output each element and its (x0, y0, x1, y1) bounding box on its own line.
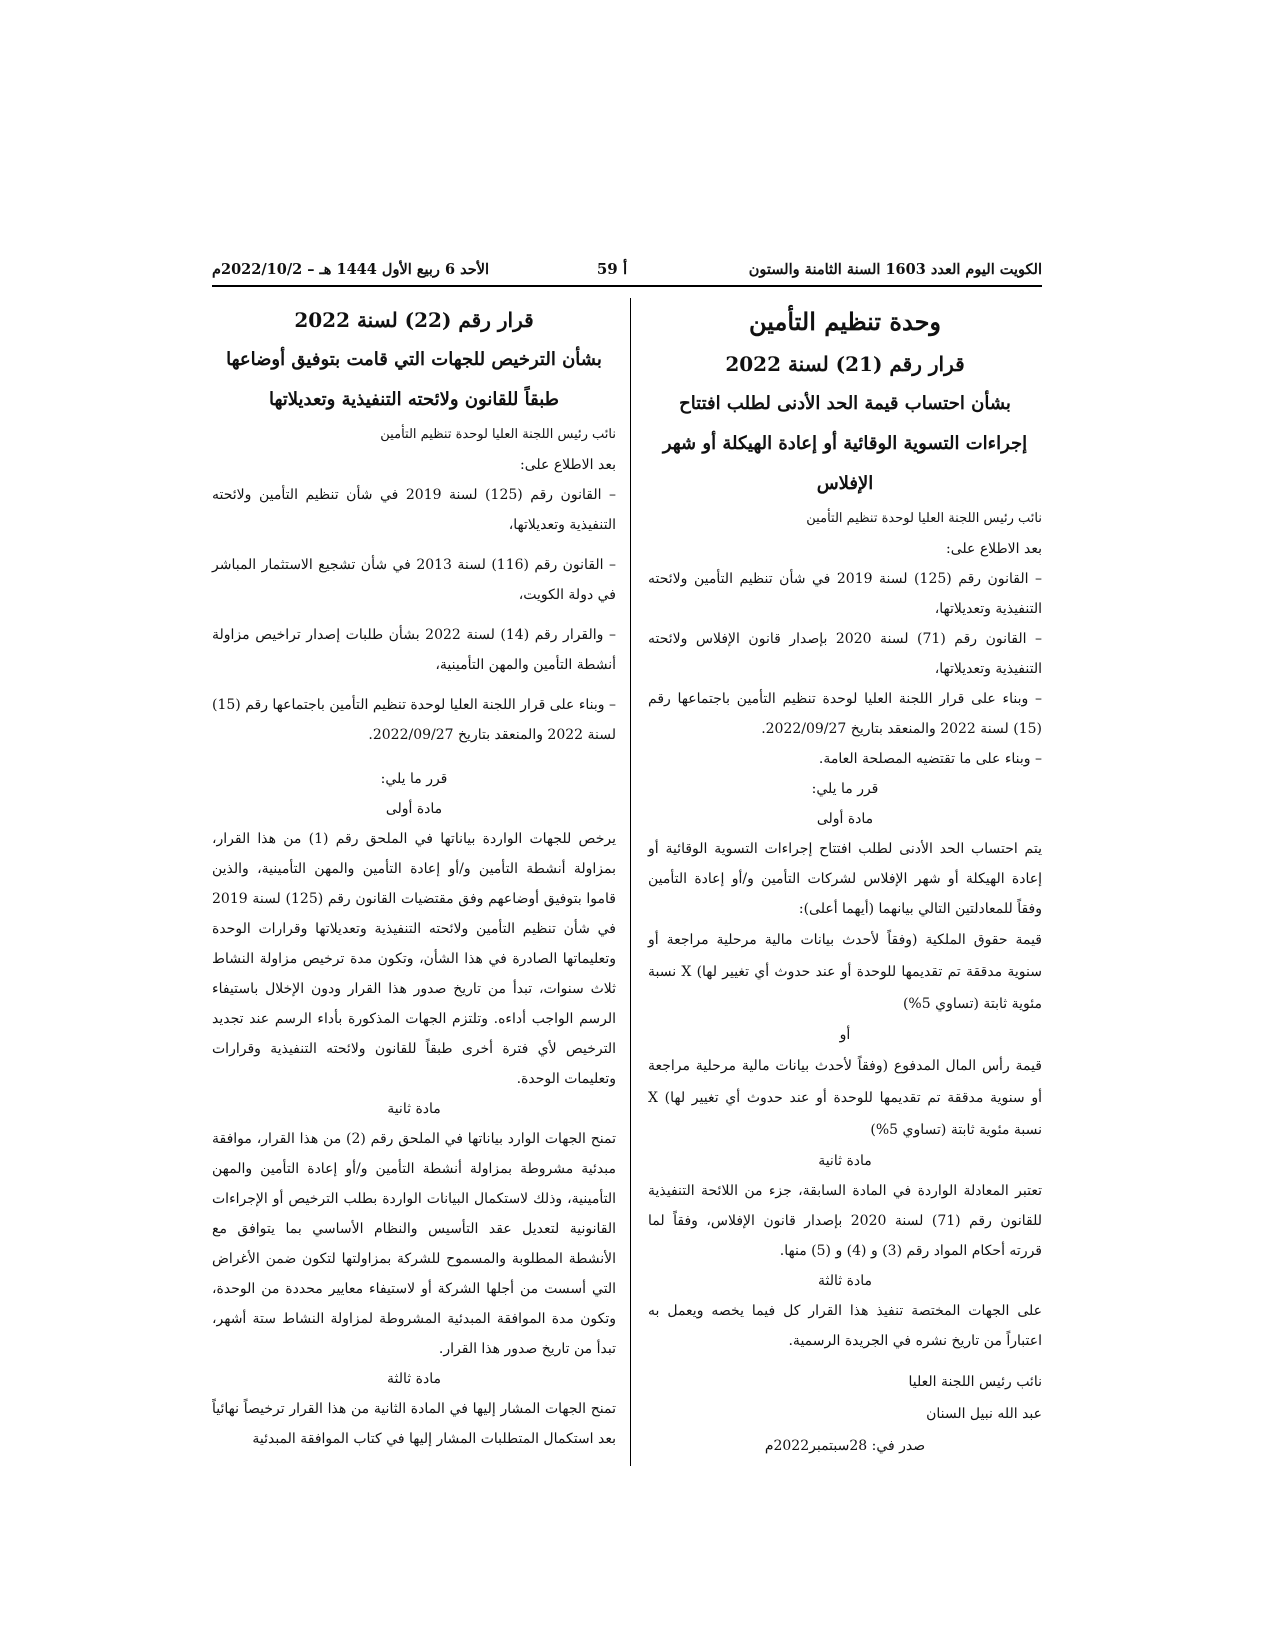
decision-22-article-2-title: مادة ثانية (387, 1101, 441, 1117)
decision-22-preamble-item: – والقرار رقم (14) لسنة 2022 بشأن طلبات إصدار تراخيص مزاولة أنشطة التأمين والمهن التأمينية، (212, 627, 616, 673)
decision-21-article-2-text: تعتبر المعادلة الواردة في المادة السابقة، جزء من اللائحة التنفيذية للقانون رقم (71) لسنة 2020 بإصدار قانون الإفلاس، وفقاً لما قررته أحكام المواد رقم (3) و (4) و (5) منها. (648, 1183, 1042, 1259)
header-page-number: أ 59 (596, 260, 628, 278)
decision-21-article-3-text: على الجهات المختصة تنفيذ هذا القرار كل فيما يخصه ويعمل به اعتباراً من تاريخ نشره في الجريدة الرسمية. (648, 1303, 1042, 1349)
decision-22-preamble-item: – القانون رقم (125) لسنة 2019 في شأن تنظيم التأمين ولائحته التنفيذية وتعديلاتها، (212, 487, 616, 533)
decision-21-subject-line: إجراءات التسوية الوقائية أو إعادة الهيكلة أو شهر (662, 433, 1028, 454)
decision-22-subject-line: بشأن الترخيص للجهات التي قامت بتوفيق أوضاعها (226, 349, 602, 370)
decision-21-preamble-item: – القانون رقم (71) لسنة 2020 بإصدار قانون الإفلاس ولائحته التنفيذية وتعديلاتها، (648, 631, 1042, 677)
decision-21-article-3-title: مادة ثالثة (818, 1273, 872, 1289)
decision-22-title: قرار رقم (22) لسنة 2022 (294, 308, 534, 332)
page-header (212, 253, 1042, 287)
signatory-title: نائب رئيس اللجنة العليا (908, 1374, 1042, 1390)
signatory-name: عبد الله نبيل السنان (926, 1406, 1042, 1422)
decision-21-article-1-title: مادة أولى (816, 811, 874, 827)
decision-22-article-2-text: تمنح الجهات الوارد بياناتها في الملحق رقم (2) من هذا القرار، موافقة مبدئية مشروطة بمزاولة أنشطة التأمين و/أو إعادة التأمين والمهن التأمينية، وذلك لاستكمال البيانات الواردة بطلب الترخيص أو الإجراءات القانونية لتعديل عقد التأسيس والنظام الأساسي بما يتوافق مع الأنشطة المطلوبة والمسموح للشركة بمزاولتها لتكون ضمن الأغراض التي أسست من أجلها الشركة أو لاستيفاء معايير محددة من الوحدة، وتكون مدة الموافقة المبدئية المشروطة لمزاولة النشاط ستة أشهر، تبدأ من تاريخ صدور هذا القرار. (212, 1131, 616, 1357)
decision-21-preamble-item: – وبناء على قرار اللجنة العليا لوحدة تنظيم التأمين باجتماعها رقم (15) لسنة 2022 والمنعقد بتاريخ 2022/09/27. (648, 691, 1042, 737)
decision-21-formula-2: قيمة رأس المال المدفوع (وفقاً لأحدث بيانات مالية مرحلية مراجعة أو سنوية مدققة تم تقديمها للوحدة أو عند حدوث أي تغيير لها) X نسبة مئوية ثابتة (تساوي 5%) (648, 1058, 1042, 1138)
decision-22-subject-line: طبقاً للقانون ولائحته التنفيذية وتعديلاتها (268, 389, 559, 410)
decision-21-title: قرار رقم (21) لسنة 2022 (725, 352, 965, 376)
unit-title: وحدة تنظيم التأمين (748, 307, 942, 336)
decision-22-decided: قرر ما يلي: (380, 771, 448, 787)
decision-22-preamble-item: – وبناء على قرار اللجنة العليا لوحدة تنظيم التأمين باجتماعها رقم (15) لسنة 2022 والمنعقد بتاريخ 2022/09/27. (211, 697, 616, 743)
column-divider (630, 298, 631, 1466)
header-issue-info: الكويت اليوم العدد 1603 السنة الثامنة والستون (748, 260, 1042, 278)
decision-21-subject-line: الإفلاس (816, 473, 874, 494)
decision-21-column (648, 300, 1042, 1462)
decision-22-article-3-title: مادة ثالثة (387, 1371, 441, 1387)
decision-21-formula-1: قيمة حقوق الملكية (وفقاً لأحدث بيانات مالية مرحلية مراجعة أو سنوية مدققة تم تقديمها للوحدة أو عند حدوث أي تغيير لها) X نسبة مئوية ثابتة (تساوي 5%) (648, 932, 1042, 1012)
decision-21-issuer: نائب رئيس اللجنة العليا لوحدة تنظيم التأمين (806, 511, 1042, 526)
decision-21-decided: قرر ما يلي: (811, 781, 879, 797)
decision-21-or: أو (839, 1027, 851, 1043)
decision-22-article-3-text: تمنح الجهات المشار إليها في المادة الثانية من هذا القرار ترخيصاً نهائياً بعد استكمال المتطلبات المشار إليها في كتاب الموافقة المبدئية (212, 1401, 616, 1447)
issue-date: صدر في: 28سبتمبر2022م (764, 1438, 926, 1454)
decision-22-article-1-text: يرخص للجهات الواردة بياناتها في الملحق رقم (1) من هذا القرار، بمزاولة أنشطة التأمين و/أو إعادة التأمين والمهن التأمينية، والذين قاموا بتوفيق أوضاعهم وفق مقتضيات القانون رقم (125) لسنة 2019 في شأن تنظيم التأمين ولائحته التنفيذية وتعديلاتها وقرارات الوحدة وتعليماتها الصادرة في هذا الشأن، وتكون مدة ترخيص مزاولة النشاط ثلاث سنوات، تبدأ من تاريخ صدور هذا القرار ودون الإخلال باستيفاء الرسم الواجب أداءه. وتلتزم الجهات المذكورة بأداء الرسم عند تجديد الترخيص لأي فترة أخرى طبقاً للقانون ولائحته التنفيذية وقرارات وتعليمات الوحدة. (212, 831, 616, 1087)
decision-22-preamble-item: – القانون رقم (116) لسنة 2013 في شأن تشجيع الاستثمار المباشر في دولة الكويت، (212, 557, 616, 603)
decision-21-article-2-title: مادة ثانية (818, 1153, 872, 1169)
decision-22-article-1-title: مادة أولى (385, 801, 443, 817)
decision-22-issuer: نائب رئيس اللجنة العليا لوحدة تنظيم التأمين (380, 427, 616, 442)
decision-21-article-1-text: يتم احتساب الحد الأدنى لطلب افتتاح إجراءات التسوية الوقائية أو إعادة الهيكلة أو شهر الإفلاس لشركات التأمين و/أو إعادة التأمين وفقاً للمعادلتين التالي بيانهما (أيهما أعلى): (648, 841, 1042, 917)
decision-22-column (212, 300, 616, 1454)
decision-21-preamble-item: – القانون رقم (125) لسنة 2019 في شأن تنظيم التأمين ولائحته التنفيذية وتعديلاتها، (648, 571, 1042, 617)
decision-21-after-review: بعد الاطلاع على: (946, 541, 1042, 557)
decision-21-preamble-item: – وبناء على ما تقتضيه المصلحة العامة. (818, 751, 1042, 767)
decision-22-after-review: بعد الاطلاع على: (520, 457, 616, 473)
decision-21-subject-line: بشأن احتساب قيمة الحد الأدنى لطلب افتتاح (679, 393, 1011, 414)
header-date: الأحد 6 ربيع الأول 1444 هـ – 2022/10/2م (212, 260, 489, 278)
